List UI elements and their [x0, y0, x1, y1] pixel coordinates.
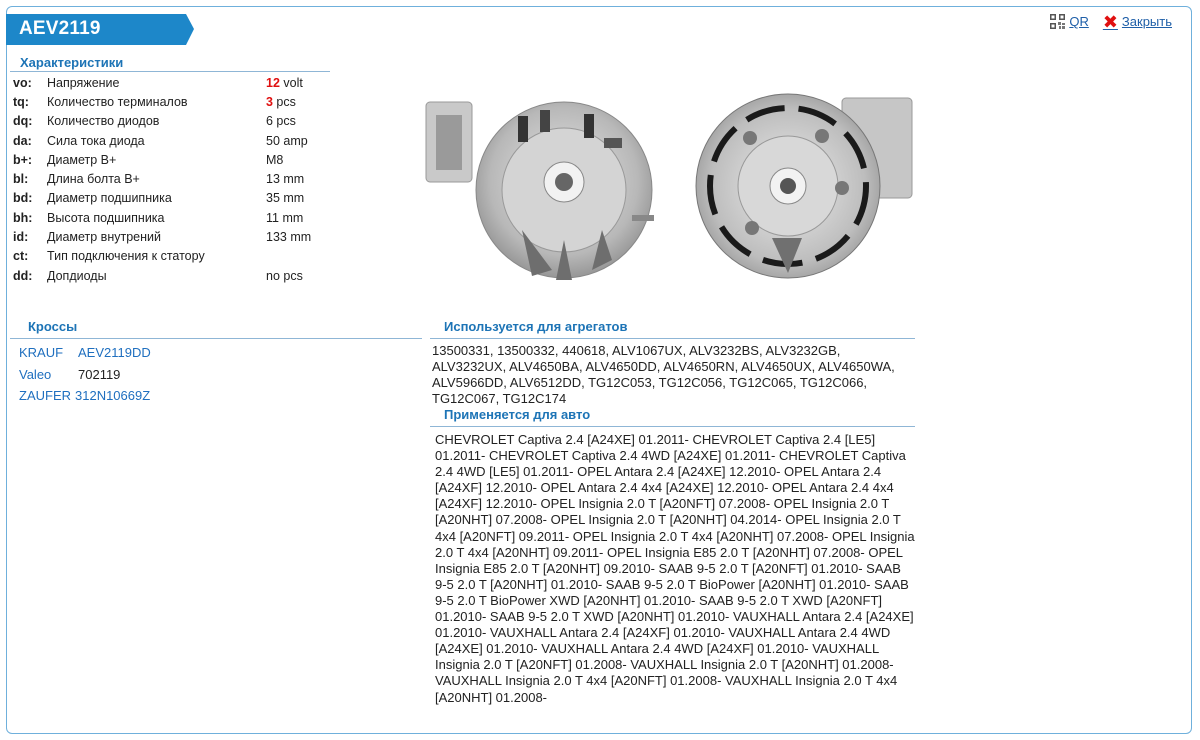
- spec-name: Тип подключения к статору: [47, 249, 205, 264]
- aggregates-divider: [430, 338, 915, 339]
- spec-row: [13, 112, 336, 131]
- spec-value: [266, 150, 336, 169]
- spec-name: Высота подшипника: [47, 210, 165, 225]
- spec-code: dq:: [13, 114, 33, 129]
- cross-brand-link[interactable]: ZAUFER: [19, 388, 71, 403]
- specs-heading: Характеристики: [20, 55, 124, 70]
- spec-name: Сила тока диода: [47, 133, 145, 148]
- spec-code: vo:: [13, 75, 32, 90]
- spec-name: Диаметр внутрений: [47, 230, 161, 245]
- aggregates-list: 13500331, 13500332, 440618, ALV1067UX, ALV3232BS, ALV3232GB, ALV3232UX, ALV4650BA, ALV4650DD, ALV4650RN, ALV4650UX, ALV4650WA, ALV5966DD, ALV6512DD, TG12C053, TG12C056, TG12C065, TG12C066, TG12C067, TG12C174: [432, 343, 895, 406]
- vehicles-list: CHEVROLET Captiva 2.4 [A24XE] 01.2011- CHEVROLET Captiva 2.4 [LE5] 01.2011- CHEVROLET Captiva 2.4 4WD [A24XE] 01.2011- CHEVROLET Captiva 2.4 4WD [LE5] 01.2011- OPEL Antara 2.4 [A24XE] 12.2010- OPEL Antara 2.4 [A24XF] 12.2010- OPEL Antara 2.4 4x4 [A24XE] 12.2010- OPEL Antara 2.4 4x4 [A24XF] 12.2010- OPEL Insignia 2.0 T [A20NFT] 07.2008- OPEL Insignia 2.0 T [A20NHT] 07.2008- OPEL Insignia 2.0 T [A20NHT] 04.2014- OPEL Insignia 2.0 T 4x4 [A20NFT] 09.2011- OPEL Insignia 2.0 T 4x4 [A20NHT] 07.2008- OPEL Insignia 2.0 T 4x4 [A20NHT] 09.2011- OPEL Insignia E85 2.0 T [A20NHT] 07.2008- OPEL Insignia E85 2.0 T [A20NHT] 09.2010- SAAB 9-5 2.0 T [A20NFT] 01.2010- SAAB 9-5 2.0 T [A20NHT] 01.2010- SAAB 9-5 2.0 T BioPower [A20NHT] 01.2010- SAAB 9-5 2.0 T BioPower XWD [A20NHT] 01.2010- SAAB 9-5 2.0 T XWD [A20NFT] 01.2010- SAAB 9-5 2.0 T XWD [A20NHT] 01.2010- VAUXHALL Antara 2.4 [A24XE] 01.2010- VAUXHALL Antara 2.4 [A24XF] 01.2010- VAUXHALL Antara 2.4 4WD [A24XE] 01.2010- VAUXHALL Antara 2.4 4WD [A24XF] 01.2010- VAUXHALL Insignia 2.0 T [A20NFT] 01.2008- VAUXHALL Insignia 2.0 T [A20NHT] 01.2008- VAUXHALL Insignia 2.0 T 4x4 [A20NFT] 01.2008- VAUXHALL Insignia 2.0 T 4x4 [A20NHT] 01.2008-: [435, 432, 915, 705]
- spec-value: [266, 227, 336, 246]
- product-title: AEV2119: [19, 18, 101, 39]
- spec-value: [266, 112, 336, 131]
- spec-value-unit: 133 mm: [266, 230, 312, 245]
- spec-value: [266, 92, 336, 111]
- cross-number: 702119: [78, 366, 121, 382]
- spec-value: [266, 247, 336, 266]
- spec-value-unit: 35 mm: [266, 191, 305, 206]
- spec-row: [13, 208, 336, 227]
- cross-item: [19, 388, 150, 403]
- cross-number[interactable]: 312N10669Z: [75, 388, 151, 403]
- spec-code: bl:: [13, 172, 29, 187]
- crosses-heading: Кроссы: [28, 319, 78, 334]
- spec-value-unit: volt: [279, 75, 303, 90]
- qr-label: QR: [1069, 14, 1089, 29]
- close-icon: ✖: [1102, 11, 1118, 32]
- aggregates-heading: Используется для агрегатов: [444, 319, 628, 334]
- alternator-front-cover-photo: [692, 78, 917, 288]
- spec-name: Диаметр подшипника: [47, 191, 172, 206]
- vehicles-heading: Применяется для авто: [444, 407, 591, 422]
- spec-row: [13, 73, 336, 92]
- cross-item: [19, 345, 151, 360]
- spec-code: b+:: [13, 152, 33, 167]
- spec-name: Допдиоды: [47, 268, 107, 283]
- spec-value-unit: pcs: [272, 94, 296, 109]
- spec-value-unit: 11 mm: [266, 210, 304, 225]
- spec-row: [13, 227, 336, 246]
- spec-row: [13, 169, 336, 188]
- spec-value-unit: 6 pcs: [266, 114, 296, 129]
- spec-code: id:: [13, 230, 29, 245]
- spec-value-unit: 50 amp: [266, 133, 308, 148]
- crosses-divider: [10, 338, 422, 339]
- cross-brand-link[interactable]: KRAUF: [19, 345, 64, 360]
- spec-value: [266, 208, 336, 227]
- spec-code: ct:: [13, 249, 29, 264]
- spec-value: [266, 131, 336, 150]
- spec-code: bh:: [13, 210, 33, 225]
- vehicles-divider: [430, 426, 915, 427]
- cross-item: [19, 367, 120, 382]
- spec-value-emphasis: 12: [266, 75, 280, 90]
- specs-divider: [10, 71, 330, 72]
- spec-value-unit: 13 mm: [266, 172, 305, 187]
- close-link[interactable]: [1102, 11, 1172, 32]
- spec-name: Длина болта B+: [47, 172, 140, 187]
- spec-name: Напряжение: [47, 75, 120, 90]
- spec-row: [13, 131, 336, 150]
- specs-table: [13, 73, 336, 285]
- spec-code: da:: [13, 133, 32, 148]
- spec-row: [13, 92, 336, 111]
- close-label: Закрыть: [1121, 14, 1172, 29]
- spec-value: [266, 169, 336, 188]
- spec-value-unit: M8: [266, 152, 284, 167]
- spec-name: Количество диодов: [47, 114, 160, 129]
- top-actions: [1050, 11, 1172, 32]
- spec-code: bd:: [13, 191, 33, 206]
- spec-code: dd:: [13, 268, 33, 283]
- qr-icon: [1050, 14, 1065, 29]
- spec-value: [266, 266, 336, 285]
- spec-row: [13, 189, 336, 208]
- cross-number[interactable]: AEV2119DD: [78, 345, 151, 360]
- spec-row: [13, 247, 336, 266]
- spec-value-unit: no pcs: [266, 268, 303, 283]
- spec-value: [266, 73, 336, 92]
- spec-name: Количество терминалов: [47, 94, 188, 109]
- spec-row: [13, 266, 336, 285]
- alternator-rear-cover-photo: [422, 80, 662, 295]
- spec-row: [13, 150, 336, 169]
- spec-name: Диаметр B+: [47, 152, 117, 167]
- spec-code: tq:: [13, 94, 29, 109]
- cross-brand-link[interactable]: Valeo: [19, 366, 52, 382]
- spec-value-emphasis: 3: [266, 94, 273, 109]
- qr-link[interactable]: [1050, 14, 1089, 29]
- spec-value: [266, 189, 336, 208]
